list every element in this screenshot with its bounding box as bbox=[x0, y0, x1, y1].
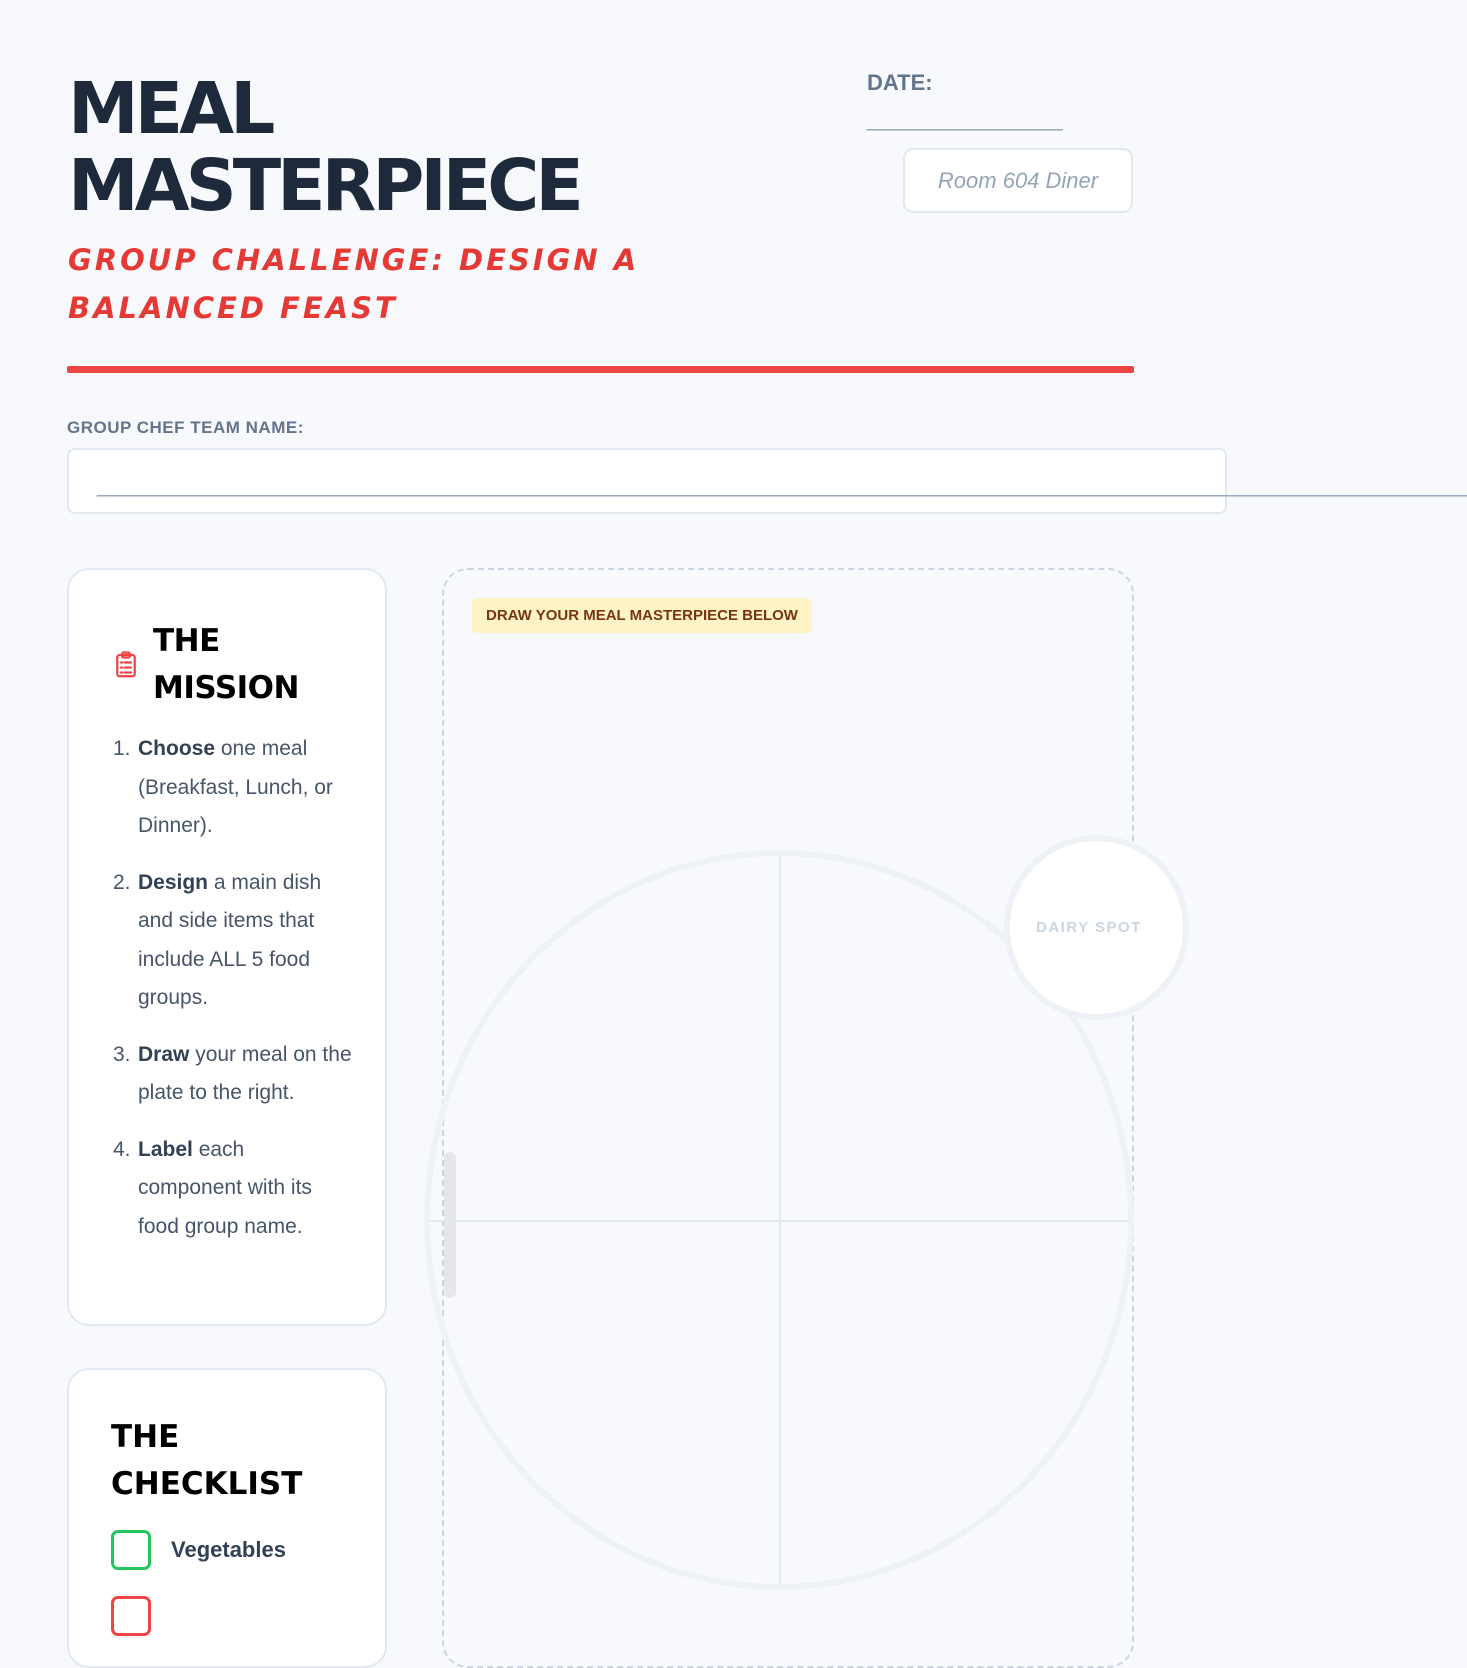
mission-title-line-1: THE bbox=[153, 623, 220, 659]
mission-title-line-2: MISSION bbox=[153, 670, 299, 706]
step-verb: Label bbox=[138, 1137, 193, 1161]
mission-step bbox=[113, 1036, 353, 1113]
date-field[interactable]: ________________ bbox=[867, 106, 1063, 131]
checklist-title-line-2: CHECKLIST bbox=[111, 1466, 303, 1502]
mission-title bbox=[153, 618, 299, 712]
mission-step bbox=[113, 730, 353, 846]
team-name-label: GROUP CHEF TEAM NAME: bbox=[67, 418, 304, 437]
clipboard-icon bbox=[111, 650, 141, 680]
title-line-1: MEAL bbox=[68, 67, 272, 150]
team-name-field[interactable]: ________________________________________________________________________________________________________________ bbox=[67, 448, 1227, 514]
step-text: a main dish and side items that include ALL 5 food groups. bbox=[138, 870, 322, 1009]
title-line-2: MASTERPIECE bbox=[68, 144, 580, 227]
step-verb: Draw bbox=[138, 1042, 190, 1066]
checklist-card bbox=[67, 1368, 387, 1668]
step-number: 1. bbox=[113, 737, 131, 760]
checklist-title bbox=[111, 1414, 302, 1508]
page-subtitle: GROUP CHALLENGE: DESIGN A BALANCED FEAST bbox=[68, 243, 640, 325]
dairy-spot bbox=[1004, 835, 1189, 1020]
checklist-item-vegetables[interactable] bbox=[111, 1530, 286, 1570]
date-label: DATE: bbox=[867, 70, 933, 95]
checklist-item-label: Vegetables bbox=[171, 1537, 286, 1562]
page-title bbox=[68, 67, 580, 227]
room-badge: Room 604 Diner bbox=[903, 148, 1133, 213]
header-divider bbox=[67, 366, 1134, 373]
step-verb: Design bbox=[138, 870, 209, 894]
mission-steps bbox=[113, 730, 353, 1264]
step-number: 2. bbox=[113, 870, 131, 894]
drawing-area[interactable] bbox=[442, 568, 1142, 1668]
dairy-spot-label: DAIRY SPOT bbox=[1036, 919, 1142, 936]
step-text: each component with its food group name. bbox=[138, 1137, 312, 1238]
step-verb: Choose bbox=[138, 737, 216, 760]
scroll-handle[interactable] bbox=[444, 1152, 456, 1298]
mission-header bbox=[113, 618, 299, 712]
step-text: your meal on the plate to the right. bbox=[138, 1042, 352, 1104]
mission-card bbox=[67, 568, 387, 1326]
mission-step bbox=[113, 864, 353, 1018]
checklist-item[interactable] bbox=[111, 1596, 171, 1636]
checklist-title-line-1: THE bbox=[111, 1419, 180, 1455]
plate-divider-horizontal bbox=[430, 1220, 1128, 1222]
checkbox[interactable] bbox=[111, 1596, 151, 1636]
step-number: 4. bbox=[113, 1137, 131, 1161]
draw-instruction-badge: DRAW YOUR MEAL MASTERPIECE BELOW bbox=[472, 598, 812, 633]
step-text: one meal (Breakfast, Lunch, or Dinner). bbox=[138, 737, 333, 837]
checkbox[interactable] bbox=[111, 1530, 151, 1570]
step-number: 3. bbox=[113, 1042, 131, 1066]
mission-step bbox=[113, 1131, 353, 1247]
